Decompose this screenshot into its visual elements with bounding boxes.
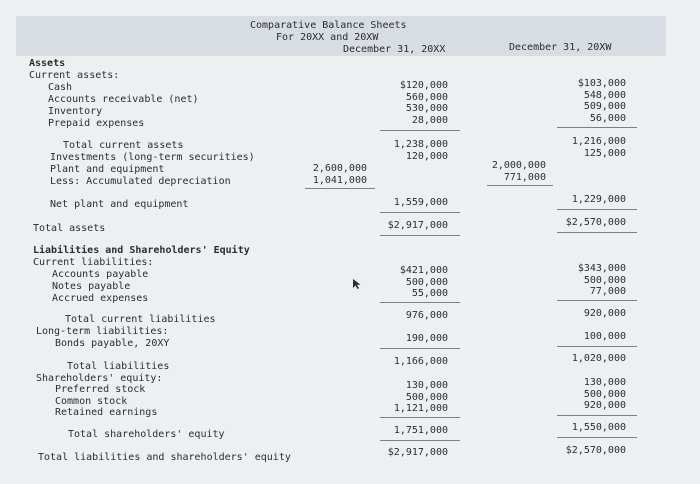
label-net-plant: Net plant and equipment bbox=[50, 199, 189, 210]
label-inventory: Inventory bbox=[48, 106, 103, 117]
xw-rule-7 bbox=[557, 437, 637, 438]
xw-equity: 130,000 500,000 920,000 bbox=[583, 377, 626, 412]
label-shareholders-equity: Shareholders' equity: bbox=[36, 373, 163, 384]
xx-rule-plant bbox=[305, 188, 375, 189]
xw-rule-3 bbox=[557, 232, 637, 233]
label-plant: Plant and equipment bbox=[50, 164, 165, 175]
xx-total-liabilities: 1,166,000 bbox=[393, 356, 448, 367]
col-header-20xw: December 31, 20XW bbox=[509, 42, 612, 53]
xw-rule-6 bbox=[557, 415, 637, 416]
xw-total-liabilities: 1,020,000 bbox=[571, 353, 626, 364]
label-preferred: Preferred stock bbox=[55, 384, 146, 395]
xx-total-current-liabilities: 976,000 bbox=[405, 310, 448, 321]
label-total-le: Total liabilities and shareholders' equity bbox=[38, 452, 291, 463]
xx-bonds: 190,000 bbox=[405, 333, 448, 344]
xx-rule-5 bbox=[380, 348, 460, 349]
label-investments: Investments (long-term securities) bbox=[50, 152, 255, 163]
label-prepaid: Prepaid expenses bbox=[48, 118, 145, 129]
xx-equity: 130,000 500,000 1,121,000 bbox=[393, 380, 448, 415]
sheet-title: Comparative Balance Sheets bbox=[250, 20, 407, 31]
xw-total-assets: $2,570,000 bbox=[565, 217, 626, 228]
label-assets: Assets bbox=[29, 58, 66, 69]
xx-rule-3 bbox=[380, 235, 460, 236]
label-current-liabilities: Current liabilities: bbox=[33, 257, 154, 268]
xx-current-liabilities: $421,000 500,000 55,000 bbox=[399, 265, 448, 300]
xw-plant-depreciation: 2,000,000 771,000 bbox=[491, 160, 546, 183]
xw-net-plant: 1,229,000 bbox=[571, 194, 626, 205]
label-total-se: Total shareholders' equity bbox=[68, 429, 225, 440]
label-cash: Cash bbox=[48, 82, 73, 93]
label-long-term-liabilities: Long-term liabilities: bbox=[36, 326, 169, 337]
label-liab-equity: Liabilities and Shareholders' Equity bbox=[33, 245, 250, 256]
xx-total-se: 1,751,000 bbox=[393, 425, 448, 436]
xw-rule-5 bbox=[557, 346, 637, 347]
label-bonds-payable: Bonds payable, 20XY bbox=[55, 338, 170, 349]
xx-rule-4 bbox=[380, 302, 460, 303]
label-total-assets: Total assets bbox=[33, 223, 106, 234]
xx-rule-2 bbox=[380, 212, 460, 213]
cursor-icon bbox=[352, 278, 362, 290]
label-depreciation: Less: Accumulated depreciation bbox=[50, 176, 231, 187]
xx-net-plant: 1,559,000 bbox=[393, 197, 448, 208]
xw-rule-plant bbox=[487, 185, 553, 186]
xw-total-se: 1,550,000 bbox=[571, 422, 626, 433]
label-notes-payable: Notes payable bbox=[52, 281, 131, 292]
xx-rule-6 bbox=[380, 417, 460, 418]
label-current-assets: Current assets: bbox=[29, 70, 120, 81]
xx-rule-7 bbox=[380, 440, 460, 441]
xw-rule-2 bbox=[557, 209, 637, 210]
label-total-liabilities: Total liabilities bbox=[67, 361, 170, 372]
xw-rule-1 bbox=[557, 127, 637, 128]
xx-rule-1 bbox=[380, 130, 460, 131]
sheet-subtitle: For 20XX and 20XW bbox=[276, 32, 379, 43]
xw-total-le: $2,570,000 bbox=[565, 445, 626, 456]
xx-total-le: $2,917,000 bbox=[387, 447, 448, 458]
xw-total-current-liabilities: 920,000 bbox=[583, 308, 626, 319]
label-accrued: Accrued expenses bbox=[52, 293, 149, 304]
label-accounts-receivable: Accounts receivable (net) bbox=[48, 94, 199, 105]
label-accounts-payable: Accounts payable bbox=[52, 269, 149, 280]
label-total-current-assets: Total current assets bbox=[63, 140, 184, 151]
label-retained: Retained earnings bbox=[55, 407, 158, 418]
xw-current-assets: $103,000 548,000 509,000 56,000 bbox=[577, 78, 626, 124]
xx-tca-investments: 1,238,000 120,000 bbox=[393, 139, 448, 162]
label-total-current-liabilities: Total current liabilities bbox=[65, 314, 216, 325]
xx-total-assets: $2,917,000 bbox=[387, 220, 448, 231]
label-common: Common stock bbox=[55, 396, 128, 407]
xw-rule-4 bbox=[557, 300, 637, 301]
xw-current-liabilities: $343,000 500,000 77,000 bbox=[577, 263, 626, 298]
xw-bonds: 100,000 bbox=[583, 331, 626, 342]
col-header-20xx: December 31, 20XX bbox=[343, 44, 446, 55]
xx-plant-depreciation: 2,600,000 1,041,000 bbox=[312, 163, 367, 186]
xx-current-assets: $120,000 560,000 530,000 28,000 bbox=[399, 80, 448, 126]
xw-tca-investments: 1,216,000 125,000 bbox=[571, 136, 626, 159]
